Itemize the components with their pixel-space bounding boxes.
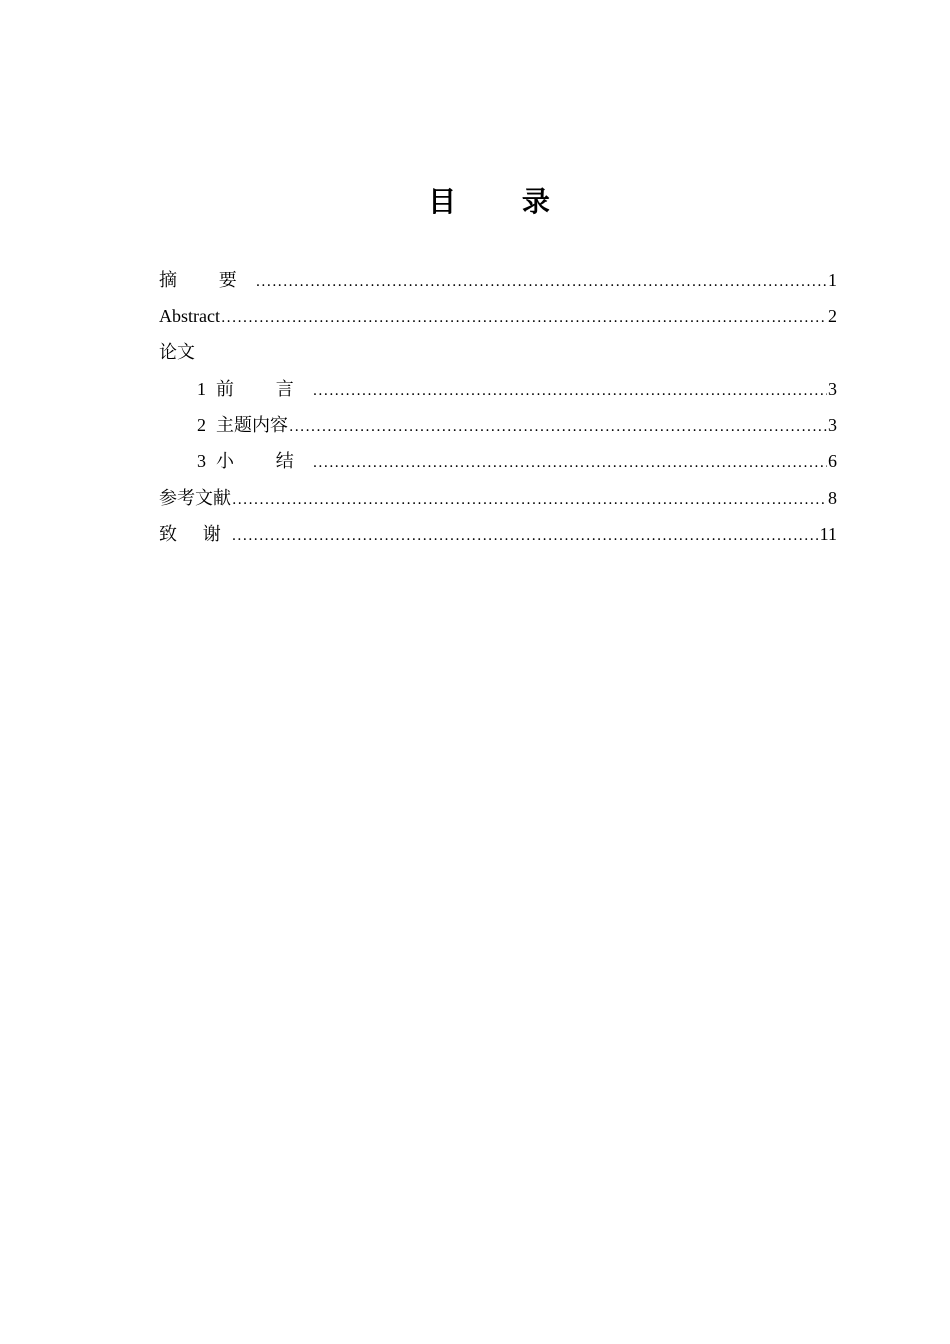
toc-page-number: 2 xyxy=(828,306,837,327)
toc-entry-label: 参考文献 xyxy=(159,487,231,509)
toc-entry-main-content[interactable] xyxy=(159,407,837,443)
toc-dot-leader xyxy=(313,373,827,409)
toc-section-number: 1 xyxy=(197,378,206,399)
toc-page-number: 6 xyxy=(828,451,837,472)
toc-dot-leader xyxy=(289,409,827,445)
toc-page-number: 3 xyxy=(828,378,837,399)
toc-entry-label: 致 谢 xyxy=(159,524,231,546)
toc-dot-leader xyxy=(313,445,827,481)
toc-dot-leader xyxy=(232,482,827,518)
toc-dot-leader xyxy=(221,300,827,336)
toc-entry-introduction[interactable] xyxy=(159,371,837,407)
table-of-contents xyxy=(159,262,837,552)
toc-page-number: 3 xyxy=(828,415,837,436)
toc-entry-label: 摘 要 xyxy=(159,270,255,291)
toc-entry-label: 论文 xyxy=(159,341,195,363)
toc-title: 目 录 xyxy=(428,185,578,218)
toc-entry-label: 主题内容 xyxy=(216,415,288,437)
toc-entry-summary[interactable] xyxy=(159,443,837,479)
toc-entry-acknowledgements[interactable] xyxy=(159,516,837,552)
toc-dot-leader xyxy=(256,264,827,300)
toc-entry-label: 小 结 xyxy=(216,451,312,473)
toc-page-number: 8 xyxy=(828,487,837,508)
toc-entry-references[interactable] xyxy=(159,480,837,516)
toc-page-number: 11 xyxy=(819,524,837,545)
toc-entry-abstract-cn[interactable] xyxy=(159,262,837,298)
toc-section-number: 2 xyxy=(197,415,206,436)
toc-entry-thesis[interactable] xyxy=(159,335,837,371)
toc-entry-label: Abstract xyxy=(159,306,220,327)
toc-section-number: 3 xyxy=(197,451,206,472)
toc-dot-leader xyxy=(232,518,819,554)
toc-entry-abstract-en[interactable] xyxy=(159,298,837,334)
toc-entry-label: 前 言 xyxy=(216,378,312,400)
toc-page-number: 1 xyxy=(828,270,837,290)
